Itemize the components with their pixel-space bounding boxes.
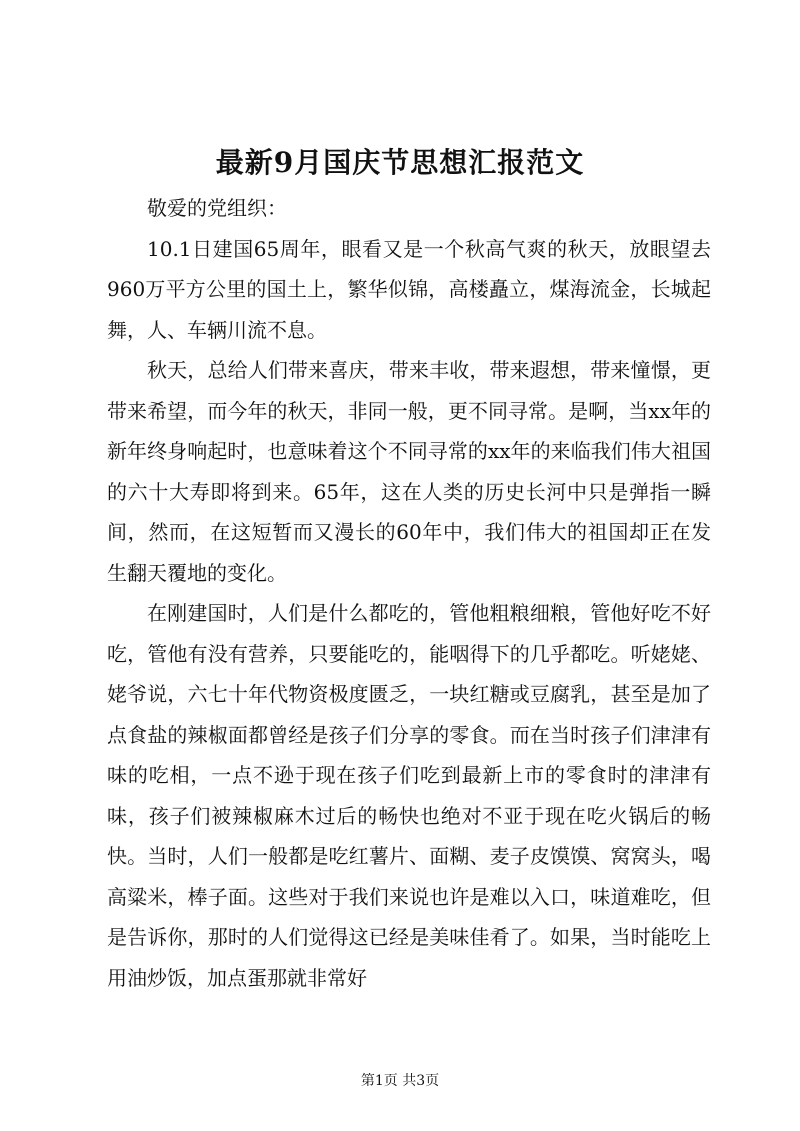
body-paragraph: 在刚建国时，人们是什么都吃的，管他粗粮细粮，管他好吃不好吃，管他有没有营养，只要能吃的，能咽得下的几乎都吃。听姥姥、姥爷说，六七十年代物资极度匮乏，一块红糖或豆腐乳，甚至是加了点食盐的辣椒面都曾经是孩子们分享的零食。而在当时孩子们津津有味的吃相，一点不逊于现在孩子们吃到最新上市的零食时的津津有味，孩子们被辣椒麻木过后的畅快也绝对不亚于现在吃火锅后的畅快。当时，人们一般都是吃红薯片、面糊、麦子皮馍馍、窝窝头，喝高粱米，棒子面。这些对于我们来说也许是难以入口，味道难吃，但是告诉你，那时的人们觉得这已经是美味佳肴了。如果，当时能吃上用油炒饭，加点蛋那就非常好 (107, 601, 711, 990)
body-paragraph: 10.1日建国65周年，眼看又是一个秋高气爽的秋天，放眼望去960万平方公里的国土上，繁华似锦，高楼矗立，煤海流金，长城起舞，人、车辆川流不息。 (107, 236, 711, 342)
salutation-paragraph: 敬爱的党组织： (147, 196, 287, 220)
body-paragraph: 秋天，总给人们带来喜庆，带来丰收，带来遐想，带来憧憬，更带来希望，而今年的秋天，非同一般，更不同寻常。是啊，当xx年的新年终身响起时，也意味着这个不同寻常的xx年的来临我们伟大祖国的六十大寿即将到来。65年，这在人类的历史长河中只是弹指一瞬间，然而，在这短暂而又漫长的60年中，我们伟大的祖国却正在发生翻天覆地的变化。 (107, 358, 711, 585)
page-footer: 第1页 共3页 (360, 1073, 440, 1089)
document-body (107, 188, 711, 998)
document-title: 最新9月国庆节思想汇报范文 (215, 146, 585, 179)
